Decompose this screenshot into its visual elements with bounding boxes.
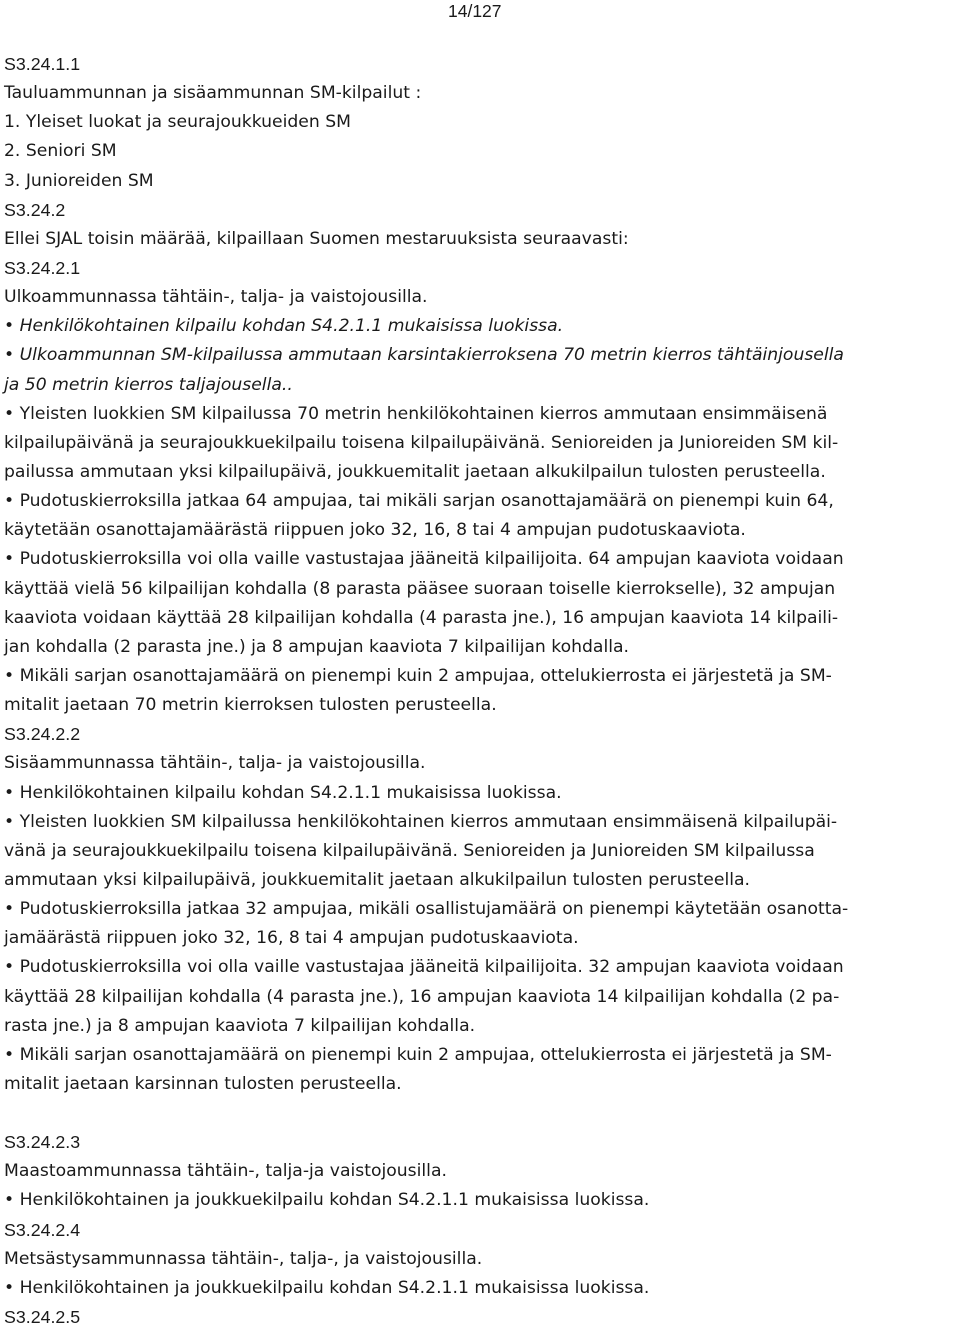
text-line: mitalit jaetaan 70 metrin kierroksen tulosten perusteella.: [4, 695, 497, 716]
section-number: S3.24.2.3: [4, 1132, 81, 1153]
section-number: S3.24.2.1: [4, 257, 81, 278]
text-line: Ellei SJAL toisin määrää, kilpaillaan Suomen mestaruuksista seuraavasti:: [4, 228, 629, 249]
text-line: kaaviota voidaan käyttää 28 kilpailijan kohdalla (4 parasta jne.), 16 ampujan kaaviota 14 kilpaili-: [4, 607, 839, 628]
section-number: S3.24.2.5: [4, 1307, 81, 1328]
text-line: Maastoammunnassa tähtäin-, talja-ja vaistojousilla.: [4, 1161, 447, 1182]
text-line: • Henkilökohtainen kilpailu kohdan S4.2.1.1 mukaisissa luokissa.: [4, 782, 562, 803]
text-line: kilpailupäivänä ja seurajoukkuekilpailu toisena kilpailupäivänä. Senioreiden ja Junioreiden SM kil-: [4, 432, 839, 453]
document-body: [4, 50, 949, 1332]
text-line: käyttää vielä 56 kilpailijan kohdalla (8 parasta pääsee suoraan toiselle kierrokselle), 32 ampujan: [4, 578, 836, 599]
text-line: mitalit jaetaan karsinnan tulosten perusteella.: [4, 1073, 402, 1094]
text-line: rasta jne.) ja 8 ampujan kaaviota 7 kilpailijan kohdalla.: [4, 1015, 476, 1036]
text-line: • Ulkoammunnan SM-kilpailussa ammutaan karsintakierroksena 70 metrin kierros tähtäinjousella: [4, 345, 844, 366]
text-line: • Yleisten luokkien SM kilpailussa 70 metrin henkilökohtainen kierros ammutaan ensimmäisenä: [4, 403, 828, 424]
text-line: • Yleisten luokkien SM kilpailussa henkilökohtainen kierros ammutaan ensimmäisenä kilpailupäi-: [4, 811, 838, 832]
text-line: vänä ja seurajoukkuekilpailu toisena kilpailupäivänä. Senioreiden ja Junioreiden SM kilpailussa: [4, 840, 815, 861]
text-line: 2. Seniori SM: [4, 141, 117, 162]
text-line: käytetään osanottajamäärästä riippuen joko 32, 16, 8 tai 4 ampujan pudotuskaaviota.: [4, 520, 746, 541]
text-line: • Mikäli sarjan osanottajamäärä on pienempi kuin 2 ampujaa, ottelukierrosta ei järjestetä ja SM-: [4, 665, 832, 686]
text-line: käyttää 28 kilpailijan kohdalla (4 parasta jne.), 16 ampujan kaaviota 14 kilpailijan kohdalla (2 pa-: [4, 986, 840, 1007]
text-line: jan kohdalla (2 parasta jne.) ja 8 ampujan kaaviota 7 kilpailijan kohdalla.: [4, 636, 630, 657]
text-line: • Mikäli sarjan osanottajamäärä on pienempi kuin 2 ampujaa, ottelukierrosta ei järjestetä ja SM-: [4, 1044, 832, 1065]
text-line: Ulkoammunnassa tähtäin-, talja- ja vaistojousilla.: [4, 287, 428, 308]
text-line: • Pudotuskierroksilla jatkaa 32 ampujaa, mikäli osallistujamäärä on pienempi käytetään osanotta-: [4, 899, 849, 920]
section-number: S3.24.2.4: [4, 1219, 81, 1240]
text-line: Tauluammunnan ja sisäammunnan SM-kilpailut :: [4, 83, 422, 104]
text-line: Metsästysammunnassa tähtäin-, talja-, ja vaistojousilla.: [4, 1248, 483, 1269]
text-line: • Henkilökohtainen kilpailu kohdan S4.2.1.1 mukaisissa luokissa.: [4, 316, 564, 337]
text-line: ammutaan yksi kilpailupäivä, joukkuemitalit jaetaan alkukilpailun tulosten perusteella.: [4, 869, 750, 890]
section-number: S3.24.2.2: [4, 724, 81, 745]
blank-line: [4, 1099, 949, 1128]
page-number: 14/127: [448, 1, 502, 21]
text-line: pailussa ammutaan yksi kilpailupäivä, joukkuemitalit jaetaan alkukilpailun tulosten perusteella.: [4, 461, 826, 482]
text-line: jamäärästä riippuen joko 32, 16, 8 tai 4 ampujan pudotuskaaviota.: [4, 928, 579, 949]
text-line: 3. Junioreiden SM: [4, 170, 154, 191]
section-number: S3.24.1.1: [4, 54, 81, 74]
text-line: Sisäammunnassa tähtäin-, talja- ja vaistojousilla.: [4, 753, 426, 774]
text-line: ja 50 metrin kierros taljajousella..: [4, 374, 293, 395]
section-number: S3.24.2: [4, 199, 66, 220]
text-line: • Pudotuskierroksilla jatkaa 64 ampujaa, tai mikäli sarjan osanottajamäärä on pienempi kuin 64,: [4, 491, 834, 512]
text-line: • Henkilökohtainen ja joukkuekilpailu kohdan S4.2.1.1 mukaisissa luokissa.: [4, 1190, 650, 1211]
text-line: • Henkilökohtainen ja joukkuekilpailu kohdan S4.2.1.1 mukaisissa luokissa.: [4, 1277, 650, 1298]
text-line: • Pudotuskierroksilla voi olla vaille vastustajaa jääneitä kilpailijoita. 32 ampujan kaaviota voidaan: [4, 957, 844, 978]
text-line: • Pudotuskierroksilla voi olla vaille vastustajaa jääneitä kilpailijoita. 64 ampujan kaaviota voidaan: [4, 549, 844, 570]
text-line: 1. Yleiset luokat ja seurajoukkueiden SM: [4, 112, 351, 133]
